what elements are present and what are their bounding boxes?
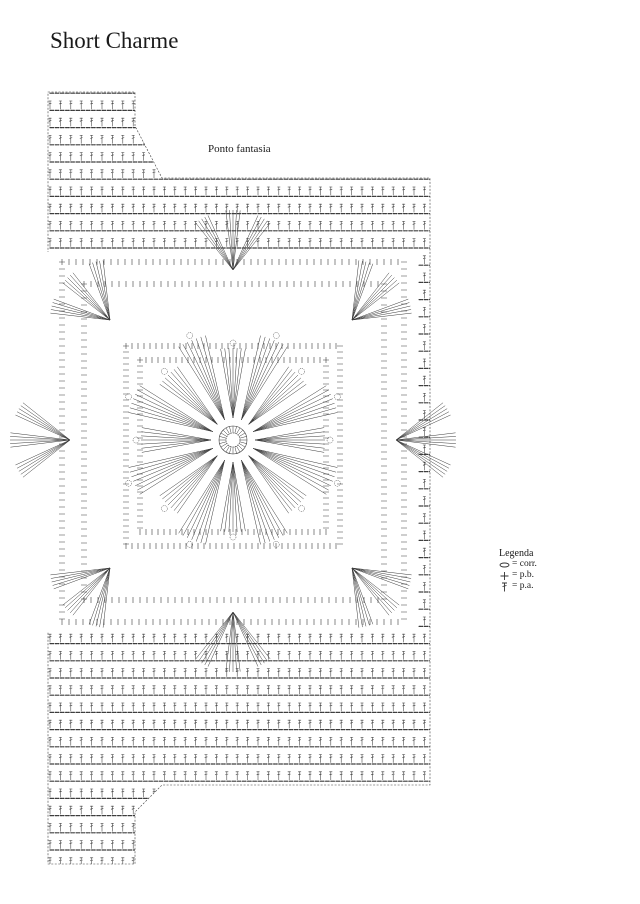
legend bbox=[499, 548, 537, 592]
double-crochet-icon bbox=[499, 582, 510, 592]
legend-item-chain bbox=[499, 559, 537, 570]
single-crochet-icon bbox=[499, 571, 510, 581]
legend-label-single-crochet: = p.b. bbox=[512, 570, 534, 580]
chart-subtitle: Ponto fantasia bbox=[208, 143, 271, 155]
legend-heading: Legenda bbox=[499, 548, 534, 559]
legend-label-double-crochet: = p.a. bbox=[512, 581, 534, 591]
square-motif bbox=[10, 210, 456, 672]
legend-label-chain: = corr. bbox=[512, 559, 537, 569]
legend-item-double-crochet bbox=[499, 581, 537, 592]
chain-icon bbox=[499, 560, 510, 570]
legend-item-single-crochet bbox=[499, 570, 537, 581]
page-title: Short Charme bbox=[50, 28, 179, 53]
